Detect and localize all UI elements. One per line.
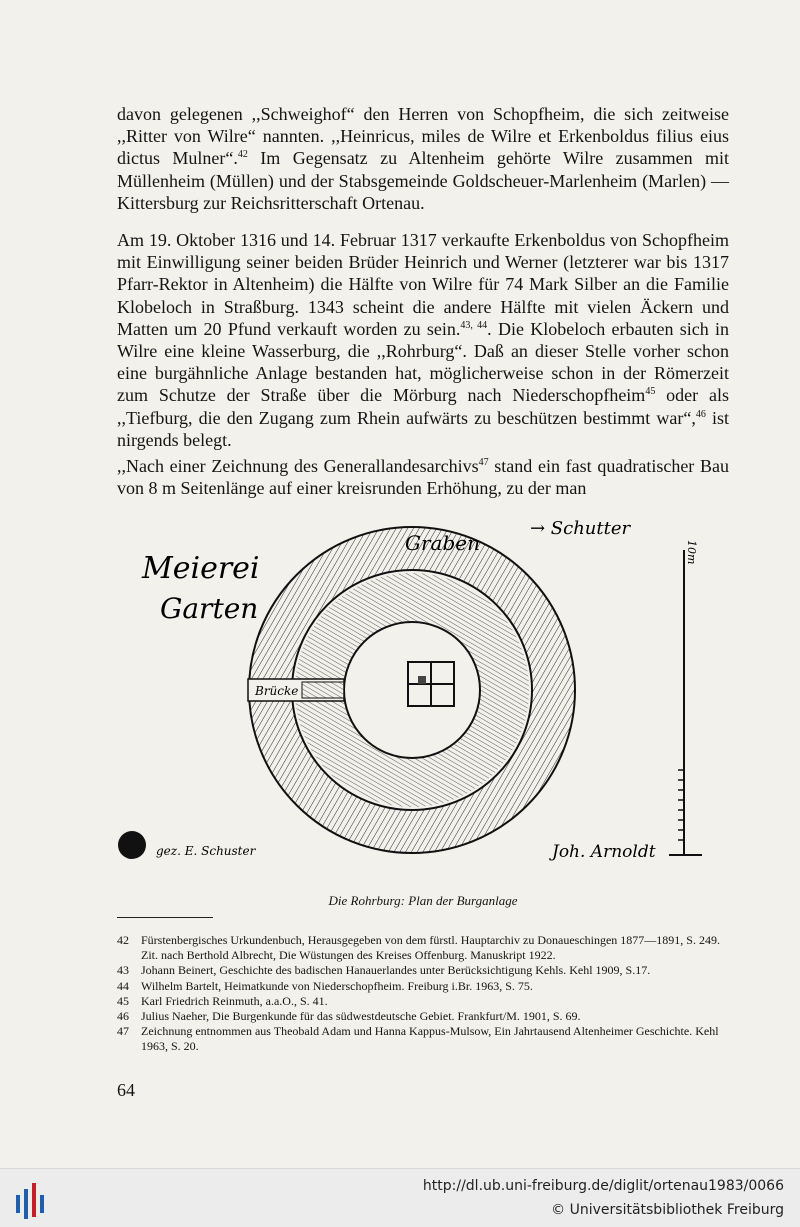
figure-caption: Die Rohrburg: Plan der Burganlage	[328, 893, 518, 908]
seal-dot	[118, 831, 146, 859]
garten-label: Garten	[160, 592, 259, 625]
castle-plan-drawing	[112, 510, 702, 880]
paragraph-3: ,,Nach einer Zeichnung des Generallandesarchivs$^{47}$ stand ein fast quadratischer Bau von 8 m Seitenlänge auf einer kreisrunden Erhöhung, zu der man	[117, 456, 729, 499]
signature-right: Joh. Arnoldt	[552, 842, 656, 862]
paragraph-1: davon gelegenen ,,Schweighof“ den Herren von Schopfheim, die sich zeitweise ,,Ritter von Wilre“ nannten. ,,Heinricus, miles de Wilre et Erkenboldus filius eius dictus Mulner“.$^{42}$ Im Gegensatz zu Altenheim gehörte Wilre zusammen mit Müllenheim (Müllen) und der Stabsgemeinde Goldscheuer-Marlenheim (Marlen) — Kittersburg zur Reichsritterschaft Ortenau.	[117, 104, 729, 213]
footnote-item: 44 Wilhelm Bartelt, Heimatkunde von Niederschopfheim. Freiburg i.Br. 1963, S. 75.	[117, 978, 533, 993]
footnote-item: 45 Karl Friedrich Reinmuth, a.a.O., S. 41.	[117, 993, 328, 1008]
footnote-item: 46 Julius Naeher, Die Burgenkunde für das südwestdeutsche Gebiet. Frankfurt/M. 1901, S. 69.	[117, 1009, 581, 1024]
meierei-label: Meierei	[142, 551, 260, 586]
scale-bar	[669, 540, 702, 855]
bridge-label: Brücke	[255, 684, 299, 698]
footnote-divider	[117, 917, 213, 918]
library-logo-icon	[14, 1181, 50, 1221]
footnotes	[117, 933, 729, 1055]
permalink-url[interactable]: http://dl.ub.uni-freiburg.de/diglit/ortenau1983/0066	[422, 1178, 784, 1194]
castle-building	[408, 662, 454, 706]
page-number: 64	[117, 1080, 135, 1100]
footnote-item: 47 Zeichnung entnommen aus Theobald Adam und Hanna Kappus-Mulsow, Ein Jahrtausend Altenheimer Geschichte. Kehl 1963, S. 20.	[117, 1024, 719, 1054]
signature-left: gez. E. Schuster	[156, 844, 256, 858]
footer-bar	[0, 1168, 800, 1227]
footnote-item: 43 Johann Beinert, Geschichte des badischen Hanauerlandes unter Berücksichtigung Kehls. Kehl 1909, S.17.	[117, 963, 651, 978]
paragraph-2: Am 19. Oktober 1316 und 14. Februar 1317 verkaufte Erkenboldus von Schopfheim mit Einwilligung seiner beiden Brüder Heinrich und Werner (letzterer war bis 1317 Pfarr-Rektor in Altenheim) die Hälfte von Wilre für 74 Mark Silber an die Familie Klobeloch in Straßburg. 1343 scheint die andere Hälfte mit vielen Äckern und Matten um 20 Pfund verkauft worden zu sein.$^{43, 44}$. Die Klobeloch erbauten sich in Wilre eine kleine Wasserburg, die ,,Rohrburg“. Daß an dieser Stelle vorher schon eine burgähnliche Anlage bestanden hat, möglicherweise schon in der Römerzeit zum Schutze der Straße über die Mörburg nach Niederschopfheim$^{45}$ oder als ,,Tiefburg, die den Zugang zum Rhein aufwärts zu beschützen bestimmt war“,$^{46}$ ist nirgends belegt.	[117, 230, 729, 450]
castle-plan-figure	[112, 510, 702, 880]
copyright-text: © Universitätsbibliothek Freiburg	[551, 1202, 784, 1218]
schutter-label: → Schutter	[530, 518, 631, 539]
graben-label: Graben	[405, 531, 480, 555]
footnote-item: 42 Fürstenbergisches Urkundenbuch, Herausgegeben von dem fürstl. Hauptarchiv zu Donaueschingen 1877—1891, S. 249. Zit. nach Berthold Albrecht, Die Wüstungen des Kreises Offenburg. Manuskript 1922.	[117, 933, 720, 963]
scale-label: 10m	[685, 540, 698, 565]
